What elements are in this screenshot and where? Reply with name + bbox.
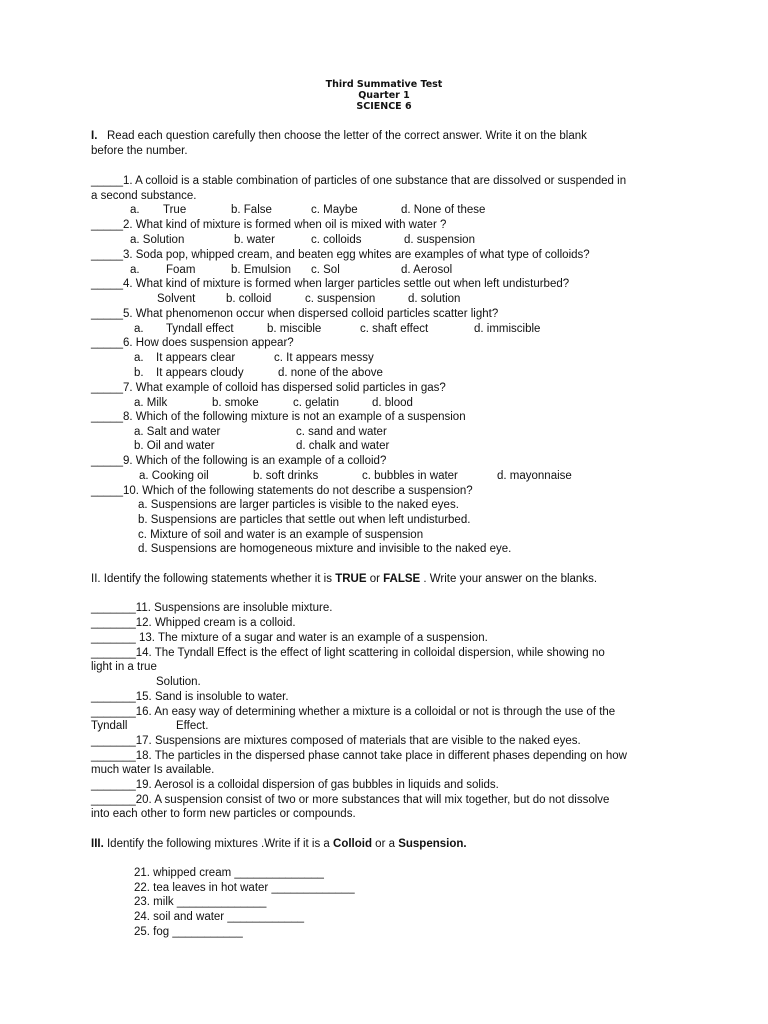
q7-option-a: a. Milk — [134, 397, 168, 409]
q6-option-b-letter: b. — [134, 367, 144, 379]
q3-option-c: c. Sol — [311, 264, 340, 276]
q1-option-c: c. Maybe — [311, 204, 358, 216]
false-word: FALSE — [383, 573, 421, 585]
part1-instruction: Read each question carefully then choose the letter of the correct answer. Write it on the blank — [107, 130, 587, 142]
q1-option-a: True — [163, 204, 187, 216]
statement-17: _______17. Suspensions are mixtures composed of materials that are visible to the naked eyes. — [91, 735, 581, 747]
statement-13: _______ 13. The mixture of a sugar and water is an example of a suspension. — [91, 632, 488, 644]
q2-option-d: d. suspension — [404, 234, 475, 246]
q6-option-a: It appears clear — [156, 352, 236, 364]
mixture-23: 23. milk ______________ — [134, 896, 267, 908]
true-word: TRUE — [335, 573, 367, 585]
statement-16-cont: Tyndall — [91, 720, 128, 732]
q5-option-a-letter: a. — [134, 323, 144, 335]
part3-instruction: III. Identify the following mixtures .Write if it is a Colloid or a Suspension. — [91, 838, 467, 850]
q3-option-b: b. Emulsion — [231, 264, 292, 276]
question-1: _____1. A colloid is a stable combination of particles of one substance that are dissolved or suspended in — [91, 175, 627, 187]
statement-14-cont: light in a true — [91, 661, 157, 673]
q1-option-d: d. None of these — [401, 204, 486, 216]
statement-14-cont2: Solution. — [156, 676, 201, 688]
mixture-24: 24. soil and water ____________ — [134, 911, 305, 923]
q2-option-c: c. colloids — [311, 234, 362, 246]
colloid-word: Colloid — [333, 838, 372, 850]
question-6: _____6. How does suspension appear? — [91, 337, 294, 349]
q4-option-d: d. solution — [408, 293, 461, 305]
q2-option-a: a. Solution — [130, 234, 185, 246]
test-quarter: Quarter 1 — [358, 90, 410, 101]
q8-option-b: b. Oil and water — [134, 440, 215, 452]
part1-number: I. — [91, 130, 98, 142]
q7-option-c: c. gelatin — [293, 397, 340, 409]
q7-option-b: b. smoke — [212, 397, 259, 409]
q4-option-a: Solvent — [157, 293, 196, 305]
q3-option-a-letter: a. — [130, 264, 140, 276]
question-4: _____4. What kind of mixture is formed when larger particles settle out when left undisturbed? — [91, 278, 570, 290]
statement-15: _______15. Sand is insoluble to water. — [91, 691, 289, 703]
test-title: Third Summative Test — [325, 79, 443, 90]
test-subject: SCIENCE 6 — [356, 101, 412, 112]
q6-option-b: It appears cloudy — [156, 367, 244, 379]
statement-12: _______12. Whipped cream is a colloid. — [91, 617, 296, 629]
part3-number: III. — [91, 838, 104, 850]
q10-option-c: c. Mixture of soil and water is an example of suspension — [138, 529, 424, 541]
question-10: _____10. Which of the following statements do not describe a suspension? — [91, 485, 473, 497]
statement-20-cont: into each other to form new particles or compounds. — [91, 808, 356, 820]
q10-option-d: d. Suspensions are homogeneous mixture and invisible to the naked eye. — [138, 543, 512, 555]
part1-instruction-cont: before the number. — [91, 145, 188, 157]
q2-option-b: b. water — [234, 234, 275, 246]
question-1-cont: a second substance. — [91, 190, 197, 202]
question-2: _____2. What kind of mixture is formed when oil is mixed with water ? — [91, 219, 447, 231]
suspension-word: Suspension. — [398, 838, 467, 850]
question-9: _____9. Which of the following is an example of a colloid? — [91, 455, 387, 467]
q5-option-a: Tyndall effect — [166, 323, 234, 335]
statement-16: _______16. An easy way of determining whether a mixture is a colloidal or not is through the use of the — [91, 706, 616, 718]
q5-option-c: c. shaft effect — [360, 323, 429, 335]
statement-11: _______11. Suspensions are insoluble mixture. — [91, 602, 333, 614]
statement-20: _______20. A suspension consist of two or more substances that will mix together, but do not dissolve — [91, 794, 610, 806]
mixture-25: 25. fog ___________ — [134, 926, 243, 938]
q6-option-a-letter: a. — [134, 352, 144, 364]
q5-option-b: b. miscible — [267, 323, 322, 335]
q6-option-d: d. none of the above — [278, 367, 383, 379]
question-7: _____7. What example of colloid has dispersed solid particles in gas? — [91, 382, 446, 394]
question-5: _____5. What phenomenon occur when dispersed colloid particles scatter light? — [91, 308, 499, 320]
mixture-21: 21. whipped cream ______________ — [134, 867, 324, 879]
q7-option-d: d. blood — [372, 397, 413, 409]
q8-option-c: c. sand and water — [296, 426, 387, 438]
q4-option-c: c. suspension — [305, 293, 376, 305]
part2-instruction: II. Identify the following statements whether it is TRUE or FALSE . Write your answer on the blanks. — [91, 573, 598, 585]
statement-19: _______19. Aerosol is a colloidal dispersion of gas bubbles in liquids and solids. — [91, 779, 499, 791]
q3-option-a: Foam — [166, 264, 196, 276]
q8-option-a: a. Salt and water — [134, 426, 221, 438]
question-3: _____3. Soda pop, whipped cream, and beaten egg whites are examples of what type of colloids? — [91, 249, 590, 261]
q10-option-a: a. Suspensions are larger particles is visible to the naked eyes. — [138, 499, 459, 511]
statement-18-cont: much water Is available. — [91, 764, 215, 776]
q8-option-d: d. chalk and water — [296, 440, 390, 452]
q9-option-a: a. Cooking oil — [139, 470, 209, 482]
q9-option-c: c. bubbles in water — [362, 470, 458, 482]
q6-option-c: c. It appears messy — [274, 352, 374, 364]
q9-option-b: b. soft drinks — [253, 470, 319, 482]
statement-14: _______14. The Tyndall Effect is the effect of light scattering in colloidal dispersion, while showing no — [91, 647, 605, 659]
question-8: _____8. Which of the following mixture is not an example of a suspension — [91, 411, 466, 423]
q1-option-a-letter: a. — [130, 204, 140, 216]
q1-option-b: b. False — [231, 204, 272, 216]
q4-option-b: b. colloid — [226, 293, 272, 305]
statement-18: _______18. The particles in the dispersed phase cannot take place in different phases depending on how — [91, 750, 627, 762]
mixture-22: 22. tea leaves in hot water _____________ — [134, 882, 355, 894]
test-header — [0, 79, 768, 112]
statement-16-cont2: Effect. — [176, 720, 209, 732]
q10-option-b: b. Suspensions are particles that settle out when left undisturbed. — [138, 514, 471, 526]
q5-option-d: d. immiscible — [474, 323, 541, 335]
q9-option-d: d. mayonnaise — [497, 470, 572, 482]
q3-option-d: d. Aerosol — [401, 264, 453, 276]
